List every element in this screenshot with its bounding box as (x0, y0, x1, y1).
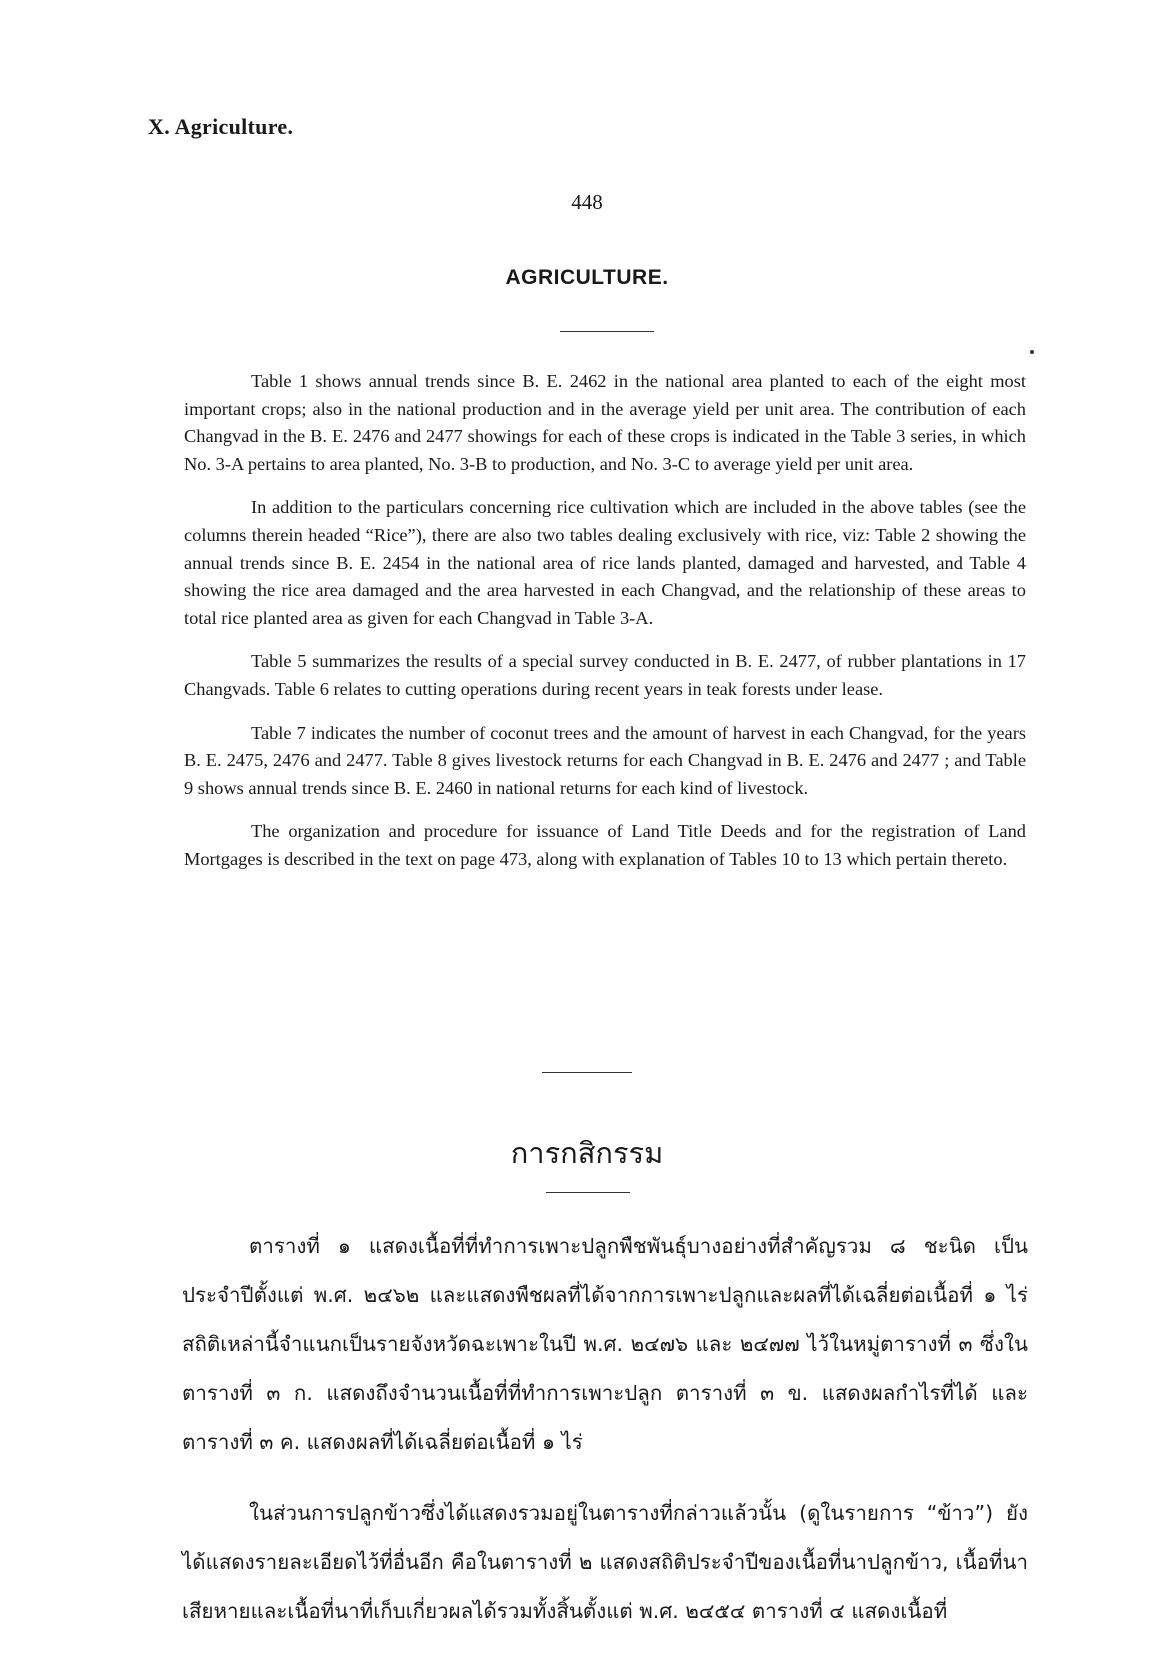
english-paragraph: The organization and procedure for issuance of Land Title Deeds and for the registration of Land Mortgages is described in the text on page 473, along with explanation of Tables 10 to 13 which pertain thereto. (184, 821, 1026, 869)
english-paragraph: In addition to the particulars concerning rice cultivation which are included in the above tables (see the columns therein headed “Rice”), there are also two tables dealing exclusively with rice, viz: Table 2 showing the annual trends since B. E. 2454 in the national area of rice lands planted, damaged and harvested, and Table 4 showing the rice area damaged and the area harvested in each Changvad, and the relationship of these areas to total rice planted area as given for each Changvad in Table 3-A. (184, 497, 1026, 628)
page-title: AGRICULTURE. (505, 266, 669, 289)
english-text (184, 368, 1026, 890)
thai-paragraph: ในส่วนการปลูกข้าวซึ่งได้แสดงรวมอยู่ในตารางที่กล่าวแล้วนั้น (ดูในรายการ “ข้าว”) ยังได้แสดงรายละเอียดไว้ที่อื่นอีก คือในตารางที่ ๒ แสดงสถิติประจำปีของเนื้อที่นาปลูกข้าว, เนื้อที่นาเสียหายและเนื้อที่นาที่เก็บเกี่ยวผลได้รวมทั้งสิ้นตั้งแต่ พ.ศ. ๒๔๕๔ ตารางที่ ๔ แสดงเนื้อที่ (182, 1501, 1028, 1623)
english-paragraph: Table 5 summarizes the results of a special survey conducted in B. E. 2477, of rubber plantations in 17 Changvads. Table 6 relates to cutting operations during recent years in teak forests under lease. (184, 651, 1026, 699)
section-divider (542, 1072, 632, 1073)
thai-text (182, 1222, 1028, 1658)
thai-paragraph: ตารางที่ ๑ แสดงเนื้อที่ที่ทำการเพาะปลูกพืชพันธุ์บางอย่างที่สำคัญรวม ๘ ชะนิด เป็นประจำปีตั้งแต่ พ.ศ. ๒๔๖๒ และแสดงพืชผลที่ได้จากการเพาะปลูกและผลที่ได้เฉลี่ยต่อเนื้อที่ ๑ ไร่ สถิติเหล่านี้จำแนกเป็นรายจังหวัดฉะเพาะในปี พ.ศ. ๒๔๗๖ และ ๒๔๗๗ ไว้ในหมู่ตารางที่ ๓ ซึ่งในตารางที่ ๓ ก. แสดงถึงจำนวนเนื้อที่ที่ทำการเพาะปลูก ตารางที่ ๓ ข. แสดงผลกำไรที่ได้ และตารางที่ ๓ ค. แสดงผลที่ได้เฉลี่ยต่อเนื้อที่ ๑ ไร่ (182, 1234, 1028, 1454)
section-heading: X. Agriculture. (148, 114, 294, 139)
thai-title: การกสิกรรม (510, 1136, 664, 1170)
stray-mark (1030, 350, 1034, 354)
page-number: 448 (571, 190, 603, 214)
english-paragraph: Table 1 shows annual trends since B. E. 2462 in the national area planted to each of the eight most important crops; also in the national production and in the average yield per unit area. The contribution of each Changvad in the B. E. 2476 and 2477 showings for each of these crops is indicated in the Table 3 series, in which No. 3-A pertains to area planted, No. 3-B to production, and No. 3-C to average yield per unit area. (184, 371, 1026, 474)
thai-title-divider (546, 1192, 630, 1193)
english-paragraph: Table 7 indicates the number of coconut trees and the amount of harvest in each Changvad, for the years B. E. 2475, 2476 and 2477. Table 8 gives livestock returns for each Changvad in B. E. 2476 and 2477 ; and Table 9 shows annual trends since B. E. 2460 in national returns for each kind of livestock. (184, 722, 1026, 798)
title-divider (560, 331, 654, 332)
